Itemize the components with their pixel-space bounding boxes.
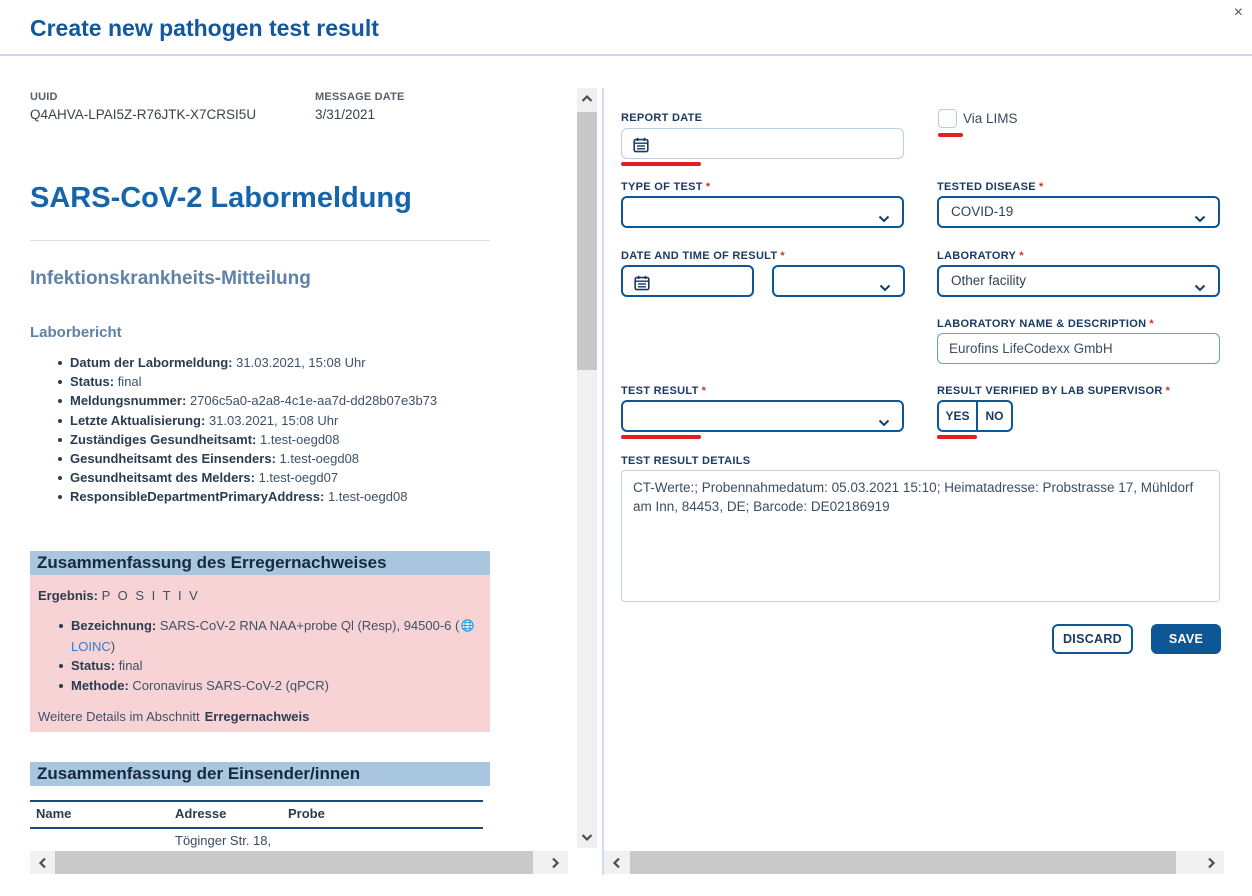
via-lims-label: Via LIMS	[963, 111, 1018, 126]
sender-summary-heading: Zusammenfassung der Einsender/innen	[30, 762, 490, 786]
chevron-left-icon[interactable]	[604, 851, 630, 874]
report-date-label: REPORT DATE	[621, 112, 703, 124]
verified-toggle	[937, 400, 1013, 432]
calendar-icon	[633, 137, 649, 158]
close-icon[interactable]: ×	[1233, 4, 1243, 21]
chevron-down-icon[interactable]	[577, 826, 597, 848]
laboratory-name-input[interactable]	[937, 333, 1220, 364]
discard-button[interactable]: DISCARD	[1052, 624, 1133, 654]
report-detail-item: ResponsibleDepartmentPrimaryAddress: 1.test-oegd08	[57, 487, 497, 506]
tested-disease-select[interactable]: COVID-19	[937, 196, 1220, 228]
report-detail-item: Gesundheitsamt des Melders: 1.test-oegd07	[57, 468, 497, 487]
report-details-list	[57, 353, 497, 507]
laboratory-name-label: LABORATORY NAME & DESCRIPTION *	[937, 318, 1154, 330]
result-value: P O S I T I V	[101, 588, 200, 603]
erregernachweis-ref: Erregernachweis	[204, 708, 310, 724]
chevron-down-icon	[1194, 279, 1206, 297]
result-date-input[interactable]	[621, 265, 754, 297]
verified-error-bar	[937, 435, 977, 439]
page-title: Create new pathogen test result	[30, 15, 379, 41]
sender-table-header-row	[30, 800, 483, 829]
chevron-left-icon[interactable]	[30, 851, 56, 874]
test-result-select[interactable]	[621, 400, 904, 432]
pathogen-summary-heading: Zusammenfassung des Erregernachweises	[30, 551, 490, 575]
table-row: Töginger Str. 18,	[175, 833, 272, 848]
report-date-input[interactable]	[621, 128, 904, 159]
calendar-icon	[634, 275, 650, 296]
verified-label: RESULT VERIFIED BY LAB SUPERVISOR *	[937, 385, 1171, 397]
test-result-error-bar	[621, 435, 701, 439]
col-name: Name	[36, 806, 72, 821]
col-probe: Probe	[288, 806, 325, 821]
uuid-field	[30, 91, 256, 122]
via-lims-checkbox[interactable]	[938, 109, 957, 128]
document-vscrollbar[interactable]	[577, 88, 597, 848]
verified-yes-button[interactable]: YES	[945, 409, 970, 423]
document-section-heading: Laborbericht	[30, 324, 122, 341]
hscroll-thumb[interactable]	[630, 851, 1176, 874]
chevron-right-icon[interactable]	[1198, 851, 1224, 874]
result-line: Ergebnis: P O S I T I V	[38, 588, 200, 603]
pathogen-summary-body	[30, 575, 490, 732]
pathogen-summary-list	[58, 616, 482, 695]
save-button[interactable]: SAVE	[1151, 624, 1221, 654]
type-of-test-label: TYPE OF TEST *	[621, 181, 711, 193]
uuid-value: Q4AHVA-LPAI5Z-R76JTK-X7CRSI5U	[30, 107, 257, 122]
uuid-label: UUID	[30, 91, 58, 103]
pathogen-detail-item: Status: final	[58, 656, 482, 675]
test-result-details-label: TEST RESULT DETAILS	[621, 455, 751, 467]
document-subtitle: Infektionskrankheits-Mitteilung	[30, 268, 311, 289]
report-detail-item: Meldungsnummer: 2706c5a0-a2a8-4c1e-aa7d-dd28b07e3b73	[57, 391, 497, 410]
panel-divider	[602, 88, 604, 875]
chevron-down-icon	[1194, 210, 1206, 228]
globe-icon	[461, 620, 474, 635]
verified-no-button[interactable]: NO	[976, 402, 1011, 430]
pathogen-detail-item: Methode: Coronavirus SARS-CoV-2 (qPCR)	[58, 676, 482, 695]
vscroll-thumb[interactable]	[577, 112, 597, 370]
pathogen-summary-footer: Weitere Details im Abschnitt Erregernachweis	[38, 708, 310, 724]
col-adresse: Adresse	[175, 806, 227, 821]
pathogen-detail-item: Bezeichnung: SARS-CoV-2 RNA NAA+probe Ql (Resp), 94500-6 (LOINC)	[58, 616, 482, 656]
report-date-error-bar	[621, 162, 701, 166]
report-detail-item: Letzte Aktualisierung: 31.03.2021, 15:08 Uhr	[57, 411, 497, 430]
chevron-right-icon[interactable]	[542, 851, 568, 874]
report-detail-item: Status: final	[57, 372, 497, 391]
divider	[30, 240, 490, 241]
chevron-down-icon	[878, 210, 890, 228]
chevron-down-icon	[879, 279, 891, 297]
type-of-test-select[interactable]	[621, 196, 904, 228]
tested-disease-label: TESTED DISEASE *	[937, 181, 1044, 193]
document-hscrollbar[interactable]	[30, 851, 568, 874]
result-time-select[interactable]	[772, 265, 905, 297]
hscroll-thumb[interactable]	[55, 851, 533, 874]
laboratory-select[interactable]: Other facility	[937, 265, 1220, 297]
message-date-value: 3/31/2021	[315, 107, 376, 122]
message-date-field	[315, 91, 405, 122]
date-time-of-result-label: DATE AND TIME OF RESULT *	[621, 250, 786, 262]
test-result-label: TEST RESULT *	[621, 385, 707, 397]
modal-header	[0, 0, 1252, 56]
report-detail-item: Zuständiges Gesundheitsamt: 1.test-oegd08	[57, 430, 497, 449]
report-detail-item: Gesundheitsamt des Einsenders: 1.test-oegd08	[57, 449, 497, 468]
form-hscrollbar[interactable]	[604, 851, 1224, 874]
laboratory-label: LABORATORY *	[937, 250, 1024, 262]
chevron-up-icon[interactable]	[577, 88, 597, 110]
message-date-label: MESSAGE DATE	[315, 91, 405, 103]
chevron-down-icon	[878, 414, 890, 432]
test-result-details-textarea[interactable]	[621, 470, 1220, 602]
loinc-link[interactable]: LOINC	[71, 639, 111, 655]
document-title: SARS-CoV-2 Labormeldung	[30, 182, 412, 214]
report-detail-item: Datum der Labormeldung: 31.03.2021, 15:08 Uhr	[57, 353, 497, 372]
via-lims-error-bar	[938, 133, 963, 137]
sender-table	[30, 800, 483, 850]
